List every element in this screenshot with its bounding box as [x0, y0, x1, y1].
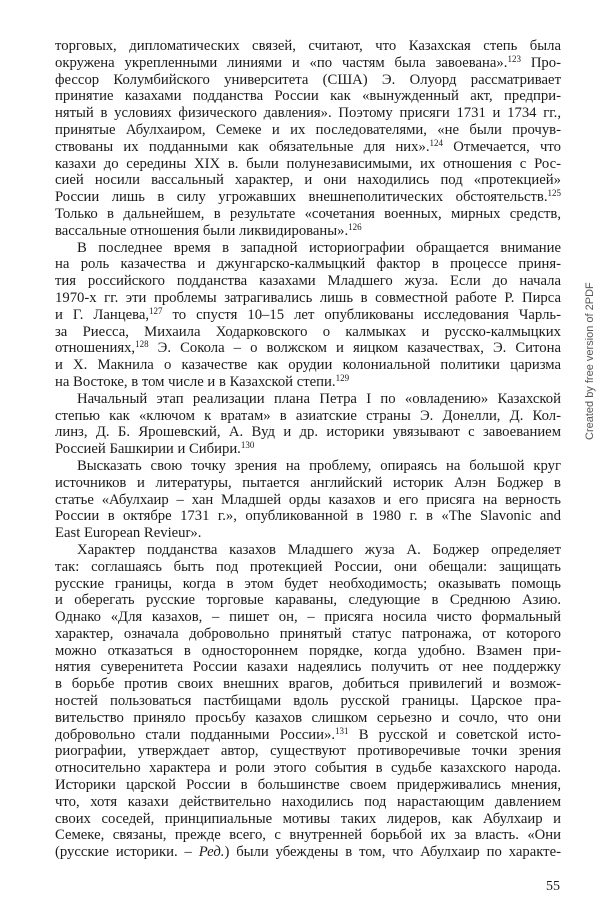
text-line [55, 189, 561, 206]
text-run: источников и литературы, пытается английский историк Алэн Боджер в [55, 474, 561, 491]
text-run: статье «Абулхаир – хан Младшей орды казахов и его присяга на верность [55, 491, 561, 508]
footnote-ref: 128 [135, 339, 149, 350]
text-line [55, 777, 561, 794]
italic-text: Ред. [198, 844, 225, 861]
text-run: Характер подданства казахов Младшего жуза А. Боджер определяет [77, 541, 561, 558]
text-run: нятый в условиях физического давления». Поэтому присяги 1731 и 1734 гг., [55, 105, 561, 122]
text-run: ностей пользоваться пастбищами вдоль русской границы. Царское пра- [55, 693, 561, 710]
footnote-ref: 124 [429, 137, 444, 148]
text-run: степью как «ключом к вратам» в азиатские страны Э. Донелли, Д. Кол- [55, 407, 561, 424]
text-run: добровольно стали подданными России». [55, 726, 335, 743]
text-run: в борьбе против своих внешних врагов, добиться привилегий и возмож- [55, 676, 561, 693]
text-run: и Х. Макнила о казачестве как орудии колониальной политики царизма [55, 357, 561, 374]
text-line [55, 727, 561, 744]
text-run: на роль казачества и джунгарско-калмыцкий фактор в процессе приня- [55, 256, 561, 273]
text-line [55, 458, 561, 475]
text-line [55, 307, 561, 324]
text-run: вассальные отношения были ликвидированы». [55, 222, 349, 239]
text-line [55, 794, 561, 811]
text-line [55, 743, 561, 760]
text-line [55, 693, 561, 710]
footnote-ref: 125 [547, 188, 561, 199]
text-run: России в октябре 1731 г.», опубликованной в 1980 г. в «The Slavonic and [55, 508, 561, 525]
text-line [55, 542, 561, 559]
footnote-ref: 127 [149, 305, 163, 316]
text-line [55, 643, 561, 660]
text-run: нятия суверенитета России казахи надеялись получить от нее поддержку [55, 659, 561, 676]
text-run: (русские историки. – [55, 844, 199, 861]
text-run: East European Revieur». [55, 525, 202, 542]
text-run: сией носили вассальный характер, и они находились под «протекцией» [55, 172, 561, 189]
text-line [55, 324, 561, 341]
text-line [55, 844, 561, 861]
footnote-ref: 126 [348, 221, 362, 232]
text-run: Высказать свою точку зрения на проблему, опираясь на большой круг [77, 457, 561, 474]
text-run: и оберегать русские торговые караваны, следующие в Среднюю Азию. [55, 592, 561, 609]
watermark: Created by free version of 2PDF [584, 282, 596, 440]
text-line [55, 55, 561, 72]
text-run: Россией Башкирии и Сибири. [55, 441, 241, 458]
text-run: Отмечается, что [443, 138, 561, 155]
text-line [55, 626, 561, 643]
text-line [55, 357, 561, 374]
text-run: линз, Д. Б. Ярошевский, А. Вуд и др. историки увязывают с завоеванием [55, 424, 561, 441]
text-run: и Г. Ланцева, [55, 306, 150, 323]
text-line [55, 122, 561, 139]
text-run: можно отказаться в одностороннем порядке, когда удобно. Взамен при- [55, 642, 561, 659]
footnote-ref: 129 [335, 372, 350, 383]
text-run: отношениях, [55, 340, 136, 357]
text-line [55, 676, 561, 693]
text-run: ) были убеждены в том, что Абулхаир по характе- [224, 844, 561, 861]
text-line [55, 659, 561, 676]
text-line [55, 290, 561, 307]
text-run: характер, означала добровольно принятый статус патронажа, от которого [55, 625, 561, 642]
text-run: России лишь в силу угрожавших внешнеполитических обстоятельств. [55, 189, 548, 206]
text-line [55, 424, 561, 441]
footnote-ref: 123 [507, 53, 521, 64]
text-line [55, 559, 561, 576]
text-line [55, 576, 561, 593]
text-line [55, 223, 561, 240]
text-run: торговых, дипломатических связей, считают, что Казахская степь была [55, 38, 561, 54]
text-run: вительство приняло просьбу казахов слишком серьезно и сочло, что они [55, 709, 561, 726]
text-run: принятие казахами подданства России как «вынужденный акт, предпри- [55, 88, 561, 105]
text-run: В русской и советской исто- [348, 726, 562, 743]
text-run: так: соглашаясь быть под протекцией России, они обещали: защищать [55, 558, 561, 575]
text-run: русские границы, когда в этом будет необходимость; оказывать помощь [55, 575, 561, 592]
text-line [55, 827, 561, 844]
text-line [55, 139, 561, 156]
text-run: фессор Колумбийского университета (США) Э. Олуорд рассматривает [55, 71, 561, 88]
text-line [55, 609, 561, 626]
text-run: риографии, утверждает автор, существуют противоречивые точки зрения [55, 743, 561, 760]
text-line [55, 710, 561, 727]
text-line [55, 492, 561, 509]
text-line [55, 340, 561, 357]
text-line [55, 374, 561, 391]
text-line [55, 391, 561, 408]
text-run: на Востоке, в том числе и в Казахской степи. [55, 373, 336, 390]
text-run: своих соседей, принципиальные мотивы таких лидеров, как Абулхаир и [55, 810, 561, 827]
text-run: окружена укрепленными линиями и «по частям была завоевана». [55, 54, 508, 71]
text-run: Только в дальнейшем, в результате «сочетания военных, мирных средств, [55, 205, 561, 222]
text-line [55, 811, 561, 828]
text-line [55, 760, 561, 777]
text-line [55, 156, 561, 173]
text-run: Начальный этап реализации плана Петра I по «овладению» Казахской [77, 390, 561, 407]
text-line [55, 88, 561, 105]
text-run: принятые Абулхаиром, Семеке и их последователями, «не были прочув- [55, 121, 561, 138]
text-run: за Риесса, Михаила Ходарковского о калмыках и русско-калмыцких [55, 323, 561, 340]
text-run: В последнее время в западной историографии обращается внимание [77, 239, 561, 256]
text-line [55, 206, 561, 223]
text-run: казахи до середины XIX в. были полунезависимыми, их отношения с Рос- [55, 155, 561, 172]
text-run: тия российского подданства казахами Младшего жуза. Если до начала [55, 273, 561, 290]
text-line [55, 525, 561, 542]
text-run: что, хотя казахи действительно находились под нарастающим давлением [55, 793, 561, 810]
footnote-ref: 130 [240, 440, 255, 451]
text-run: то спустя 10–15 лет опубликованы исследования Чарль- [162, 306, 561, 323]
footnote-ref: 131 [335, 725, 349, 736]
text-run: относительно характера и роли этого события в судьбе казахского народа. [55, 760, 561, 777]
text-line [55, 475, 561, 492]
text-line [55, 256, 561, 273]
text-line [55, 38, 561, 55]
text-line [55, 172, 561, 189]
text-line [55, 273, 561, 290]
text-line [55, 408, 561, 425]
text-run: ствованы их подданными как обязательные для них». [55, 138, 430, 155]
text-line [55, 72, 561, 89]
text-run: Историки царской России в большинстве своем придерживались мнения, [55, 777, 561, 794]
text-run: 1970-х гг. эти проблемы затрагивались лишь в совместной работе Р. Пирса [55, 289, 561, 306]
text-line [55, 508, 561, 525]
text-line [55, 592, 561, 609]
body-text [55, 38, 561, 861]
text-line [55, 105, 561, 122]
text-run: Э. Сокола – о волжском и яицком казачествах, Э. Ситона [148, 340, 561, 357]
text-run: Однако «Для казахов, – пишет он, – присяга носила чисто формальный [55, 609, 561, 626]
text-run: Про- [520, 54, 562, 71]
text-line [55, 441, 561, 458]
text-run: Семеке, связаны, прежде всего, с внутренней борьбой их за власть. «Они [55, 827, 561, 844]
text-line [55, 240, 561, 257]
page-number: 55 [546, 879, 560, 894]
